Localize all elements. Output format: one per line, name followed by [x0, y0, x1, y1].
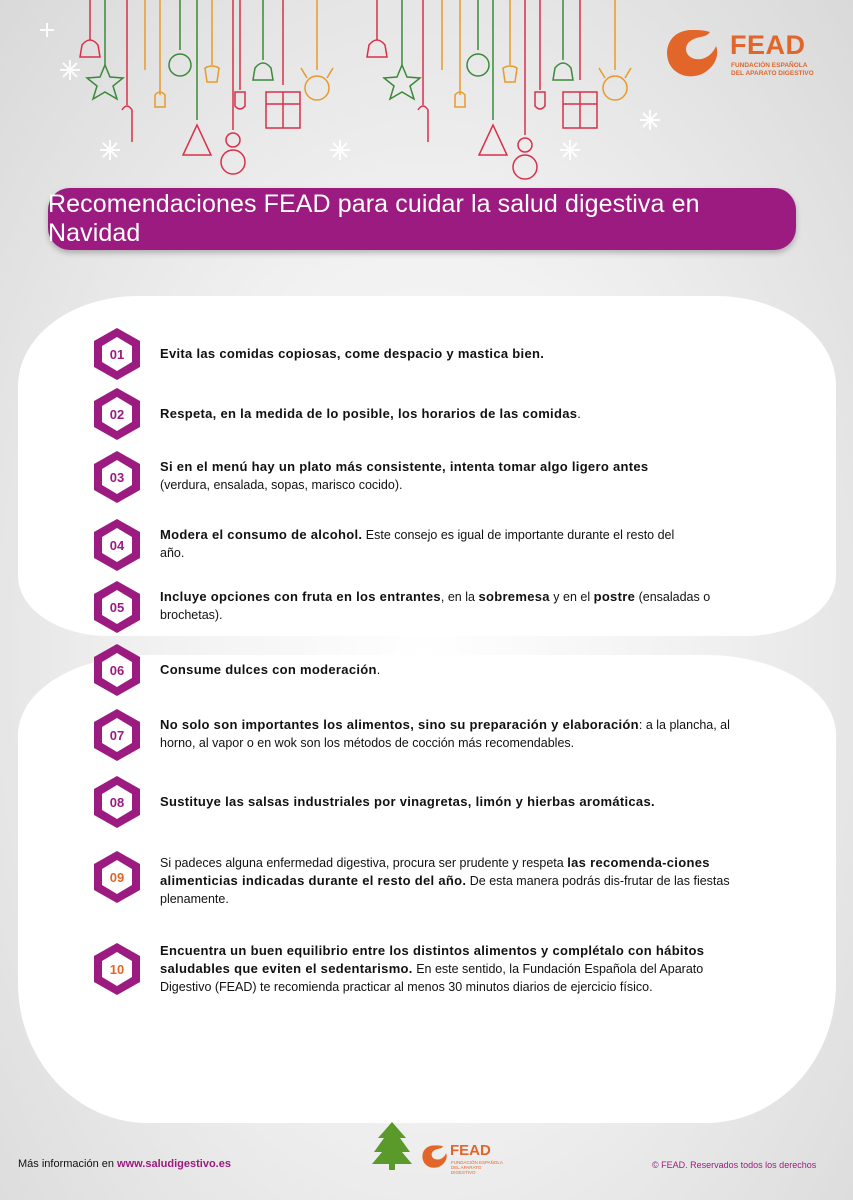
item-text-regular: : a la plancha, al horno, al vapor o en wok son los métodos de cocción más recomendables.	[160, 718, 730, 750]
item-number: 08	[109, 794, 125, 810]
fead-logo-footer-icon	[420, 1142, 450, 1172]
number-hexagon	[92, 387, 142, 441]
item-text-regular: y en el	[549, 590, 594, 604]
item-text	[160, 526, 690, 562]
item-text-bold: Incluye opciones con fruta en los entrantes	[160, 589, 441, 604]
item-text-regular: (ensaladas o brochetas).	[160, 590, 711, 622]
christmas-tree-icon	[372, 1120, 412, 1170]
item-text	[160, 458, 700, 494]
item-text	[160, 405, 720, 423]
item-number: 01	[109, 346, 125, 362]
item-text-bold: postre	[593, 589, 636, 604]
item-text-bold: Modera el consumo de alcohol.	[160, 527, 363, 542]
item-number: 10	[109, 961, 125, 977]
item-number: 04	[109, 537, 125, 553]
fead-logo	[662, 26, 822, 86]
item-number: 07	[109, 727, 125, 743]
item-text-bold: Encuentra un buen equilibrio entre los distintos alimentos y complétalo con hábitos saludables que eviten el sedentarismo.	[160, 943, 705, 976]
item-text-regular: Si padeces alguna enfermedad digestiva, procura ser prudente y respeta	[160, 856, 568, 870]
item-text-bold: Sustituye las salsas industriales por vinagretas, limón y hierbas aromáticas.	[160, 794, 655, 809]
footer-logo-subtitle: FUNDACIÓN ESPAÑOLA DEL APARATO DIGESTIVO	[451, 1160, 503, 1175]
item-text	[160, 793, 730, 811]
number-hexagon	[92, 450, 142, 504]
item-text	[160, 716, 730, 752]
fead-logo-icon	[662, 26, 724, 82]
footer-more-info	[18, 1158, 231, 1170]
number-hexagon	[92, 327, 142, 381]
footer-logo-brand: FEAD	[450, 1142, 491, 1159]
item-text-regular: .	[376, 663, 381, 677]
number-hexagon	[92, 775, 142, 829]
item-number: 06	[109, 662, 125, 678]
copyright-notice: © FEAD. Reservados todos los derechos	[652, 1160, 817, 1170]
item-text-regular: Este consejo es igual de importante durante el resto del año.	[160, 528, 675, 560]
item-text-regular: , en la	[440, 590, 479, 604]
item-text-bold: Si en el menú hay un plato más consistente, intenta tomar algo ligero antes	[160, 459, 649, 474]
title-banner	[48, 188, 796, 250]
number-hexagon	[92, 580, 142, 634]
item-number: 02	[109, 406, 125, 422]
item-text-regular: En este sentido, la Fundación Española del Aparato Digestivo (FEAD) te recomienda practicar al menos 30 minutos diarios de ejercicio físico.	[160, 962, 704, 994]
number-hexagon	[92, 643, 142, 697]
item-text	[160, 345, 720, 363]
website-link[interactable]: www.saludigestivo.es	[117, 1158, 231, 1170]
item-number: 03	[109, 469, 125, 485]
item-text-regular: .	[577, 407, 581, 421]
item-text-bold: Evita las comidas copiosas, come despacio y mastica bien.	[160, 346, 545, 361]
number-hexagon	[92, 518, 142, 572]
item-text	[160, 942, 720, 996]
logo-brand-text: FEAD	[730, 30, 806, 60]
item-number: 05	[109, 599, 125, 615]
number-hexagon	[92, 942, 142, 996]
item-text	[160, 854, 730, 908]
logo-subtitle-text: FUNDACIÓN ESPAÑOLA DEL APARATO DIGESTIVO	[731, 62, 814, 77]
item-text-regular: De esta manera podrás dis-frutar de las fiestas plenamente.	[160, 874, 730, 906]
number-hexagon	[92, 850, 142, 904]
item-text-regular: (verdura, ensalada, sopas, marisco cocido).	[160, 478, 403, 492]
item-text-bold: sobremesa	[478, 589, 550, 604]
item-number: 09	[109, 869, 125, 885]
fead-logo-footer	[420, 1140, 510, 1174]
number-hexagon	[92, 708, 142, 762]
item-text-bold: No solo son importantes los alimentos, sino su preparación y elaboración	[160, 717, 639, 732]
more-info-label: Más información en	[18, 1158, 118, 1170]
item-text	[160, 588, 720, 624]
item-text-bold: Respeta, en la medida de lo posible, los horarios de las comidas	[160, 406, 578, 421]
item-text-bold: las recomenda-ciones alimenticias indicadas durante el resto del año.	[160, 855, 710, 888]
item-text	[160, 661, 720, 679]
page-title: Recomendaciones FEAD para cuidar la salud digestiva en Navidad	[48, 190, 700, 247]
item-text-bold: Consume dulces con moderación	[160, 662, 377, 677]
